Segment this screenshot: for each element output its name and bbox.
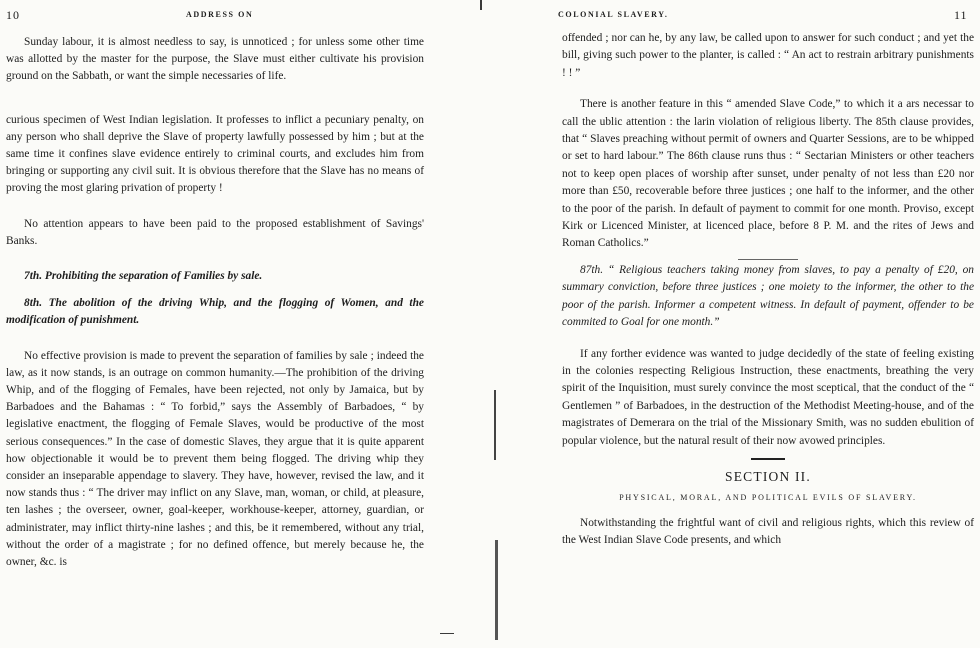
heading-7th-families: 7th. Prohibiting the separation of Families by sale. — [24, 270, 263, 283]
right-running-title: COLONIAL SLAVERY. — [558, 10, 669, 19]
left-running-title: ADDRESS ON — [186, 10, 254, 19]
left-text-column — [6, 34, 424, 571]
right-text-column — [562, 30, 974, 550]
book-gutter — [462, 0, 540, 648]
right-page-number: 11 — [954, 8, 968, 22]
paragraph-legislation: curious specimen of West Indian legislation. It professes to inflict a pecuniary penalty, on any person who shall deprive the Slave of property lawfully possessed by him ; but at the same time it confines slave evidence entirely to criminal courts, and excludes him from bringing or supporting any civil suit. It is obvious therefore that the Slave has no means of proving the most glaring privation of property ! — [6, 113, 424, 195]
right-page — [540, 0, 980, 648]
paragraph-sunday-labour: Sunday labour, it is almost needless to say, is unnoticed ; for unless some other time was allotted by the master for the purpose, the Slave must either cultivate his provision ground on the Sabbath, or want the simple necessaries of life. — [6, 36, 424, 83]
paragraph-savings-banks: No attention appears to have been paid to the proposed establishment of Savings' Banks. — [6, 217, 424, 247]
right-header — [540, 8, 980, 22]
paragraph-religious-liberty: There is another feature in this “ amended Slave Code,” to which it a ars necessar to call the ublic attention : the larin violation of religious liberty. The 85th clause provides, that “ Slaves preaching without permit of owners and Quarter Sessions, are to be whipped or set to hard labour.” The 86th clause runs thus : “ Sectarian Ministers or other teachers not to keep open places of worship after sunset, under penalty of not less than £20 nor more than £50, recoverable before three justices ; one half to the informer, and the other to the poor of the parish. In default of payment to commit for one month. Proviso, except Kirk or Licenced Minister, at licenced place, before 8 P. M. and the rites of Jews and Roman Catholics.” — [562, 98, 974, 250]
left-header — [0, 8, 462, 22]
paragraph-offended: offended ; nor can he, by any law, be called upon to answer for such conduct ; and yet the bill, giving such power to the planter, is called : “ An act to restrain arbitrary punishments ! ! ” — [562, 32, 974, 79]
paragraph-further-evidence: If any forther evidence was wanted to judge decidedly of the state of feeling existing in the colonies respecting Religious Instruction, these enactments, breathing the very spirit of the Inquisition, must surely convince the most sceptical, that the conduct of the “ Gentlemen ” of Barbadoes, in the destruction of the Methodist Meeting-house, and of the magistrates of Demerara on the trial of the Missionary Smith, was no sudden ebulition of popular violence, but the natural result of their now avowed principles. — [562, 347, 974, 447]
paragraph-87th-clause: 87th. “ Religious teachers taking money from slaves, to pay a penalty of £20, on summary conviction, before three justices ; one moiety to the informer, the other to the poor of the parish. Informer a competent witness. In default of payment, offender to be commited to Goal for one month.” — [562, 263, 974, 329]
section-subtitle: PHYSICAL, MORAL, AND POLITICAL EVILS OF SLAVERY. — [619, 493, 917, 503]
left-page — [0, 0, 462, 648]
section-title: SECTION II. — [725, 468, 811, 484]
paragraph-notwithstanding: Notwithstanding the frightful want of civil and religious rights, which this review of the West Indian Slave Code presents, and which — [562, 516, 974, 547]
heading-8th-driving-whip: 8th. The abolition of the driving Whip, and the flogging of Women, and the modification of punishment. — [6, 297, 424, 327]
section-ornament-rule — [751, 458, 785, 460]
divider-rule — [738, 259, 798, 260]
left-page-number: 10 — [6, 8, 20, 22]
paragraph-separation-families: No effective provision is made to prevent the separation of families by sale ; indeed the law, as it now stands, is an outrage on common humanity.—The prohibition of the driving Whip, and of the flogging of Females, have been rejected, not only by Jamaica, but by Barbadoes and the Bahamas : “ To forbid,” says the Assembly of Barbadoes, “ by legislative enactment, the flogging of Female Slaves, would be productive of the most serious consequences.” In the case of domestic Slaves, they argue that it is quite apparent how objectionable it would be to prevent them being flogged. The driving whip they consider an inseparable appendage to slavery. They have, however, revised the law, and it now stands thus : “ The driver may inflict on any Slave, man, woman, or child, at pleasure, ten lashes ; the overseer, owner, goal-keeper, workhouse-keeper, attorney, guardian, or administrater, may inflict thirty-nine lashes ; and this, be it remembered, without any trial, without the order of a magistrate ; for no defined offence, but merely because he, the owner, &c. is — [6, 349, 424, 569]
